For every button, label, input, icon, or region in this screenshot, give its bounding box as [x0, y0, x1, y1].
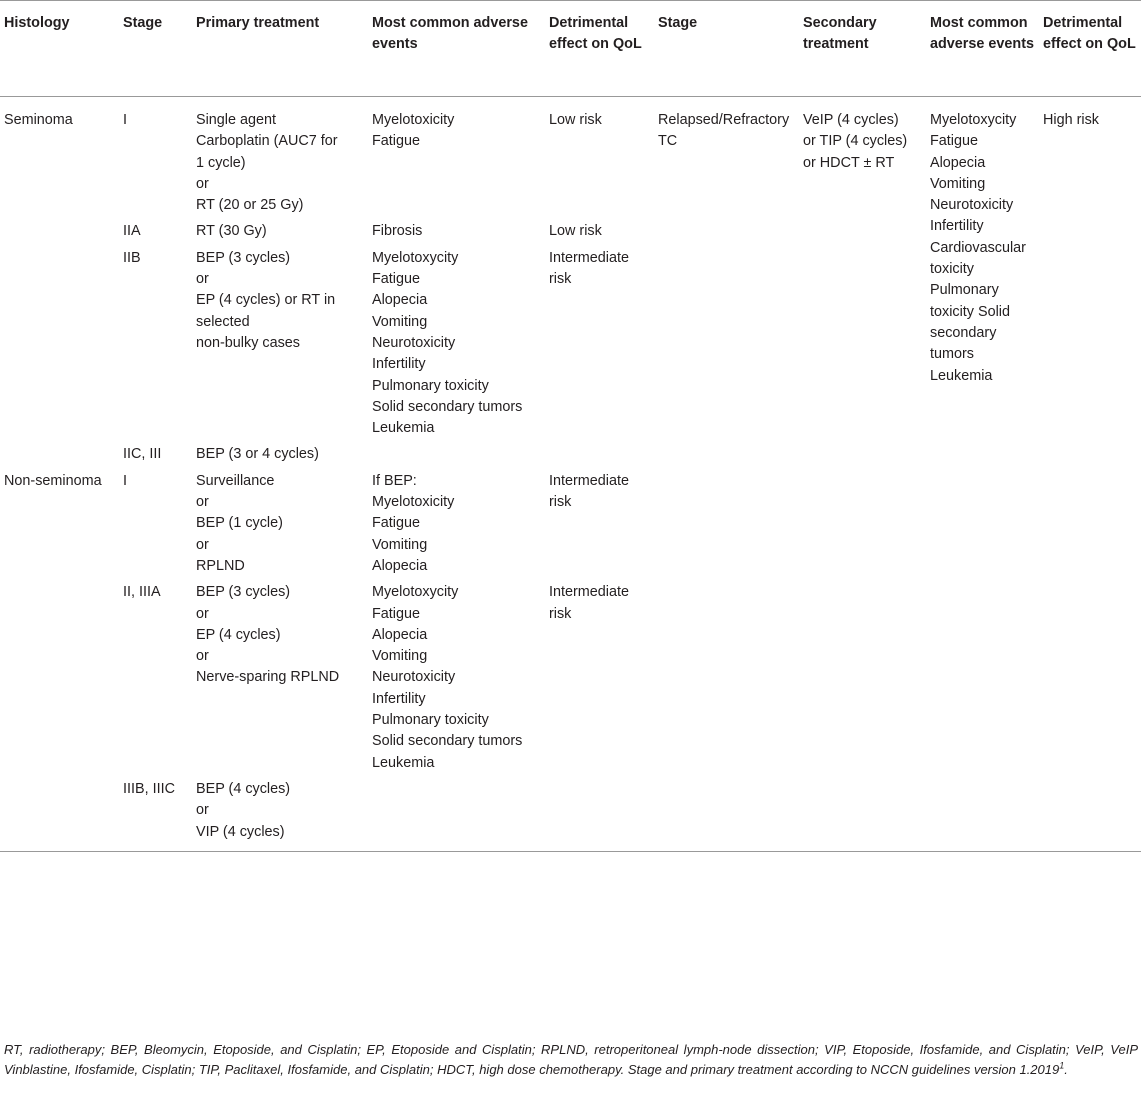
empty-cell	[654, 442, 799, 468]
table-row	[0, 469, 1141, 580]
empty-cell	[799, 442, 926, 468]
stage-cell: I	[123, 472, 127, 489]
header-secondary-adverse-events: Most common adverse events	[926, 1, 1039, 97]
cell-line: or	[196, 536, 209, 553]
cell-line: Solid secondary tumors	[372, 733, 523, 750]
cell-line: Neurotoxicity	[372, 669, 456, 686]
table-row	[0, 777, 1141, 851]
header-secondary-stage: Stage	[654, 1, 799, 97]
adverse-events-cell	[368, 580, 545, 777]
cell-line: Fatigue	[372, 271, 420, 288]
adverse-events-cell	[368, 246, 545, 443]
empty-cell	[799, 777, 926, 851]
cell-line: RT (20 or 25 Gy)	[196, 197, 304, 214]
cell-line: Intermediate	[549, 472, 629, 489]
cell-line: Fatigue	[372, 515, 420, 532]
histology-cell: Non-seminoma	[4, 472, 102, 489]
cell-line: Neurotoxicity	[930, 197, 1014, 214]
stage-cell: IIC, III	[123, 446, 162, 463]
secondary-qol-cell	[1039, 97, 1141, 443]
cell-line: TC	[658, 133, 678, 150]
cell-line: BEP (3 or 4 cycles)	[196, 446, 319, 463]
table-row	[0, 442, 1141, 468]
cell-line: Carboplatin (AUC7 for	[196, 133, 338, 150]
cell-line: Pulmonary	[930, 282, 999, 299]
secondary-stage-cell	[654, 97, 799, 443]
histology-cell	[0, 246, 119, 443]
cell-line: Relapsed/Refractory	[658, 112, 790, 128]
header-adverse-events: Most common adverse events	[368, 1, 545, 97]
cell-line: or	[196, 802, 209, 819]
cell-line: If BEP:	[372, 472, 417, 489]
cell-line: Fatigue	[372, 605, 420, 622]
stage-cell: IIIB, IIIC	[119, 777, 192, 851]
cell-line: Pulmonary toxicity	[372, 377, 489, 394]
table-footnote	[4, 1040, 1138, 1080]
cell-line: Alopecia	[372, 292, 428, 309]
cell-line: Vomiting	[372, 648, 428, 665]
cell-line: or	[196, 175, 209, 192]
cell-line: Nerve-sparing RPLND	[196, 669, 340, 686]
cell-line: Intermediate	[549, 249, 629, 266]
stage-cell: IIA	[123, 223, 141, 240]
cell-line: Infertility	[372, 690, 426, 707]
secondary-adverse-events-cell	[926, 97, 1039, 443]
cell-line: Alopecia	[372, 626, 428, 643]
empty-cell	[1039, 469, 1141, 580]
cell-line: Low risk	[549, 223, 602, 240]
cell-line: Solid secondary tumors	[372, 398, 523, 415]
cell-line: or TIP (4 cycles)	[803, 133, 908, 150]
cell-line: EP (4 cycles) or RT in	[196, 292, 336, 309]
table-row	[0, 580, 1141, 777]
stage-cell: IIB	[123, 249, 141, 266]
cell-line: Low risk	[549, 112, 602, 128]
cell-line: Alopecia	[930, 154, 986, 171]
cell-line: RT (30 Gy)	[196, 223, 267, 240]
cell-line: VeIP (4 cycles)	[803, 112, 899, 128]
primary-treatment-cell	[192, 97, 368, 220]
empty-cell	[1039, 580, 1141, 777]
cell-line: Myelotoxycity	[372, 249, 459, 266]
header-qol: Detrimental effect on QoL	[545, 1, 654, 97]
cell-line: non-bulky cases	[196, 334, 300, 351]
header-histology: Histology	[0, 1, 119, 97]
cell-line: secondary	[930, 324, 997, 341]
header-primary-treatment: Primary treatment	[192, 1, 368, 97]
header-secondary-qol: Detrimental effect on QoL	[1039, 1, 1141, 97]
cell-line: Vomiting	[372, 313, 428, 330]
cell-line: Fatigue	[372, 133, 420, 150]
qol-cell	[545, 219, 654, 245]
footnote-reference: 1	[1059, 1060, 1065, 1071]
cell-line: Myelotoxicity	[372, 112, 455, 128]
cell-line: or	[196, 494, 209, 511]
secondary-treatment-cell	[799, 97, 926, 443]
cell-line: BEP (3 cycles)	[196, 249, 291, 266]
footnote-text: RT, radiotherapy; BEP, Bleomycin, Etoposide, and Cisplatin; EP, Etoposide and Cisplatin; RPLND, retroperitoneal lymph-node dissection; VIP, Etoposide, Ifosfamide, and Cisplatin; VeIP, VeIP Vinblastine, Ifosfamide, Cisplatin; TIP, Paclitaxel, Ifosfamide, and Cisplatin; HDCT, high dose chemotherapy. Stage and primary treatment according to NCCN guidelines version 1.2019	[4, 1042, 1138, 1077]
adverse-events-cell	[368, 442, 545, 468]
cell-line: Single agent	[196, 112, 277, 128]
qol-cell	[545, 469, 654, 580]
cell-line: or	[196, 648, 209, 665]
empty-cell	[1039, 777, 1141, 851]
cell-line: Fibrosis	[372, 223, 423, 240]
cell-line: or	[196, 605, 209, 622]
header-stage: Stage	[119, 1, 192, 97]
adverse-events-cell	[368, 97, 545, 220]
empty-cell	[654, 469, 799, 580]
histology-cell	[0, 442, 119, 468]
adverse-events-cell	[368, 469, 545, 580]
qol-cell	[545, 97, 654, 220]
cell-line: BEP (4 cycles)	[196, 780, 291, 797]
cell-line: toxicity	[930, 261, 974, 278]
cell-line: selected	[196, 313, 250, 330]
cell-line: VIP (4 cycles)	[196, 823, 285, 840]
cell-line: Alopecia	[372, 557, 428, 574]
qol-cell	[545, 580, 654, 777]
empty-cell	[799, 469, 926, 580]
cell-line: RPLND	[196, 557, 245, 574]
empty-cell	[926, 777, 1039, 851]
cell-line: Intermediate	[549, 584, 629, 601]
qol-cell	[545, 777, 654, 851]
cell-line: BEP (3 cycles)	[196, 584, 291, 601]
cell-line: Surveillance	[196, 472, 275, 489]
cell-line: Neurotoxicity	[372, 334, 456, 351]
empty-cell	[926, 580, 1039, 777]
stage-cell: I	[123, 112, 127, 128]
empty-cell	[654, 580, 799, 777]
cell-line: EP (4 cycles)	[196, 626, 281, 643]
header-row	[0, 1, 1141, 97]
histology-cell	[0, 777, 119, 851]
cell-line: Leukemia	[372, 420, 435, 437]
cell-line: risk	[549, 494, 572, 511]
cell-line: Vomiting	[930, 175, 986, 192]
primary-treatment-cell	[192, 469, 368, 580]
cell-line: Myelotoxycity	[372, 584, 459, 601]
primary-treatment-cell	[192, 777, 368, 851]
empty-cell	[799, 580, 926, 777]
stage-cell: II, IIIA	[123, 584, 161, 601]
cell-line: BEP (1 cycle)	[196, 515, 283, 532]
empty-cell	[1039, 442, 1141, 468]
cell-line: Fatigue	[930, 133, 978, 150]
adverse-events-cell	[368, 777, 545, 851]
cell-line: Infertility	[372, 356, 426, 373]
histology-cell	[0, 580, 119, 777]
cell-line: Cardiovascular	[930, 239, 1026, 256]
header-secondary-treatment: Secondary treatment	[799, 1, 926, 97]
cell-line: Leukemia	[372, 754, 435, 771]
cell-line: Leukemia	[930, 367, 993, 384]
cell-line: High risk	[1043, 112, 1099, 128]
qol-cell	[545, 246, 654, 443]
cell-line: toxicity Solid	[930, 303, 1010, 320]
cell-line: risk	[549, 271, 572, 288]
cell-line: Infertility	[930, 218, 984, 235]
empty-cell	[926, 469, 1039, 580]
primary-treatment-cell	[192, 219, 368, 245]
cell-line: risk	[549, 605, 572, 622]
cell-line: tumors	[930, 346, 974, 363]
cell-line: or HDCT ± RT	[803, 154, 895, 171]
cell-line: Myelotoxycity	[930, 112, 1017, 128]
histology-cell	[0, 219, 119, 245]
empty-cell	[654, 777, 799, 851]
table-row	[0, 97, 1141, 220]
primary-treatment-cell	[192, 442, 368, 468]
cell-line: Myelotoxicity	[372, 494, 455, 511]
adverse-events-cell	[368, 219, 545, 245]
footnote-end: .	[1064, 1062, 1068, 1077]
cell-line: Pulmonary toxicity	[372, 712, 489, 729]
primary-treatment-cell	[192, 580, 368, 777]
cell-line: or	[196, 271, 209, 288]
cell-line: Vomiting	[372, 536, 428, 553]
histology-cell: Seminoma	[4, 112, 73, 128]
qol-cell	[545, 442, 654, 468]
empty-cell	[926, 442, 1039, 468]
primary-treatment-cell	[192, 246, 368, 443]
cell-line: 1 cycle)	[196, 154, 246, 171]
